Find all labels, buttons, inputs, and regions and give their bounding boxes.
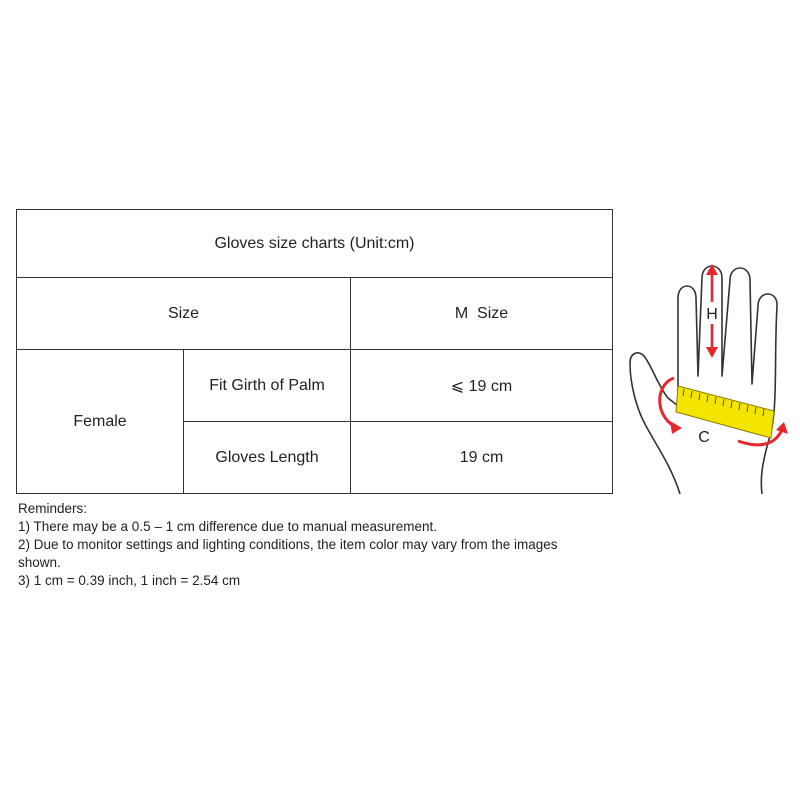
- reminder-item: 1) There may be a 0.5 – 1 cm difference due to manual measurement.: [18, 519, 437, 534]
- size-chart-table: [16, 209, 613, 494]
- reminder-item: 2) Due to monitor settings and lighting conditions, the item color may vary from the images shown.: [18, 537, 558, 570]
- table-title-row: [17, 210, 613, 278]
- hand-outline: [630, 266, 777, 494]
- size-header: Size: [17, 278, 351, 350]
- row-label: Gloves Length: [184, 422, 351, 494]
- circumference-label: C: [698, 429, 710, 446]
- size-value-header: M Size: [351, 278, 613, 350]
- gender-cell: Female: [17, 350, 184, 494]
- hand-measurement-icon: [622, 258, 800, 494]
- table-row: [17, 350, 613, 422]
- reminder-item: 3) 1 cm = 0.39 inch, 1 inch = 2.54 cm: [18, 573, 241, 588]
- table-header-row: [17, 278, 613, 350]
- row-value: ⩽ 19 cm: [351, 350, 613, 422]
- row-label: Fit Girth of Palm: [184, 350, 351, 422]
- height-label: H: [706, 306, 718, 323]
- row-value: 19 cm: [351, 422, 613, 494]
- reminders: [18, 500, 598, 590]
- table-title: Gloves size charts (Unit:cm): [17, 210, 613, 278]
- reminders-heading: Reminders:: [18, 501, 88, 516]
